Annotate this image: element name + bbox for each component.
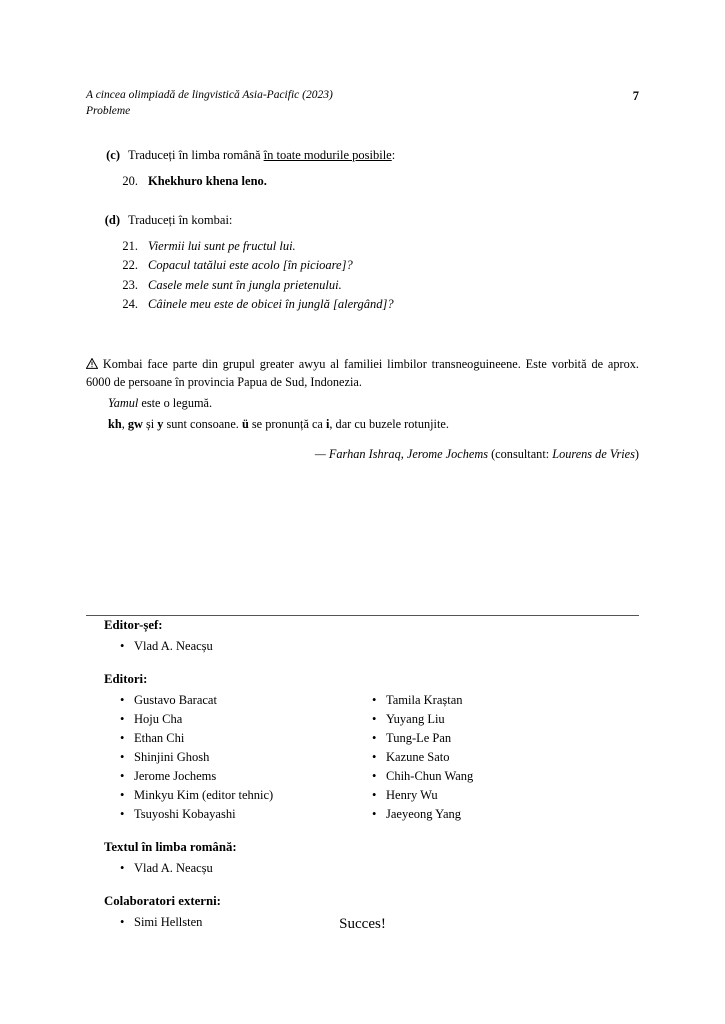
page-header (86, 88, 639, 120)
note-letter-gw: gw (127, 416, 143, 431)
header-title (86, 88, 333, 120)
credits-external-collaborators-heading: Colaboratori externi: (104, 894, 221, 908)
section-d-label: (d) (104, 213, 120, 228)
credits-block (104, 618, 639, 932)
section-c-prompt-underlined: în toate modurile posibile (263, 147, 392, 162)
list-item: • Hoju Cha (104, 710, 356, 729)
section-d-items (86, 237, 639, 315)
item-text: Viermii lui sunt pe fructul lui. (148, 239, 296, 254)
section-d (86, 213, 639, 315)
list-item: • Kazune Sato (356, 748, 608, 767)
list-item: • Vlad A. Neacșu (104, 859, 639, 878)
credits-editor-in-chief-list (104, 637, 639, 656)
section-c-items (86, 172, 639, 191)
list-item: • Vlad A. Neacșu (104, 637, 639, 656)
section-d-prompt-text: Traduceți în kombai: (128, 213, 233, 228)
credits-editor-in-chief-heading: Editor-șef: (104, 618, 163, 632)
item-text: Casele mele sunt în jungla prietenului. (148, 277, 342, 292)
attribution-close: ) (634, 447, 639, 462)
section-d-prompt (86, 213, 639, 228)
note-line-yamul (108, 394, 639, 413)
section-divider (86, 615, 639, 616)
list-item: • Chih-Chun Wang (356, 767, 608, 786)
list-item: • Tung-Le Pan (356, 729, 608, 748)
list-item: • Gustavo Baracat (104, 691, 356, 710)
note-sep-2: și (142, 416, 158, 431)
section-c-prompt (86, 148, 639, 163)
list-item: • Simi Hellsten (104, 913, 639, 932)
list-item: • Shinjini Ghosh (104, 748, 356, 767)
header-title-line1: A cincea olimpiadă de lingvistică Asia-Pacific (2023) (86, 89, 333, 101)
item-number: 24. (122, 297, 138, 312)
note-letter-i: i (325, 416, 330, 431)
note-end: , dar cu buzele rotunjite. (329, 416, 449, 431)
note-paragraph-text: Kombai face parte din grupul greater awyu al familiei limbilor transneoguineene. Este vorbită de aprox. 6000 de persoane în provincia Papua de Sud, Indonezia. (86, 356, 639, 390)
section-c-label: (c) (106, 147, 120, 162)
credits-editors-list-right (356, 691, 608, 824)
list-item (86, 276, 639, 295)
attribution-authors: Farhan Ishraq, Jerome Jochems (328, 447, 489, 462)
list-item: • Yuyang Liu (356, 710, 608, 729)
section-c-prompt-after: : (391, 147, 396, 162)
note-letter-kh: kh (108, 416, 122, 431)
list-item: • Tsuyoshi Kobayashi (104, 805, 356, 824)
credits-editors-heading: Editori: (104, 672, 148, 686)
list-item: • Tamila Kraștan (356, 691, 608, 710)
note-mid-2: se pronunță ca (248, 416, 326, 431)
credits-editors-column-right (356, 691, 608, 824)
list-item: • Minkyu Kim (editor tehnic) (104, 786, 356, 805)
note-line-yamul-rest: este o legumă. (138, 395, 213, 410)
list-item: • Jaeyeong Yang (356, 805, 608, 824)
credits-romanian-text-list (104, 859, 639, 878)
note-sep-1: , (121, 416, 128, 431)
list-item (86, 237, 639, 256)
credits-editor-in-chief (104, 618, 639, 656)
section-c-prompt-text (128, 148, 639, 163)
item-text: Copacul tatălui este acolo [în picioare]? (148, 258, 353, 273)
warning-triangle-icon (86, 358, 98, 369)
list-item (86, 172, 639, 191)
credits-romanian-text-heading: Textul în limba română: (104, 840, 237, 854)
credits-editors-columns (104, 691, 639, 824)
header-title-line2: Probleme (86, 104, 131, 117)
item-number: 22. (122, 258, 138, 273)
credits-editors (104, 672, 639, 824)
note-paragraph (86, 355, 639, 392)
list-item: • Jerome Jochems (104, 767, 356, 786)
attribution (86, 445, 639, 464)
item-text: Câinele meu este de obicei în junglă [alergând]? (148, 297, 394, 312)
item-number: 21. (122, 239, 138, 254)
note-mid-1: sunt consoane. (163, 416, 242, 431)
note-line-phonetics (108, 415, 639, 434)
item-number: 20. (122, 173, 138, 188)
note-letter-u: ü (241, 416, 249, 431)
list-item: • Ethan Chi (104, 729, 356, 748)
item-number: 23. (122, 277, 138, 292)
list-item (86, 256, 639, 275)
page-content (86, 88, 639, 464)
attribution-consultant-label: (consultant: (488, 447, 553, 462)
page-number: 7 (632, 89, 639, 103)
list-item: • Henry Wu (356, 786, 608, 805)
note-letter-y: y (157, 416, 164, 431)
footer-succes: Succes! (339, 916, 386, 932)
credits-romanian-text (104, 840, 639, 878)
attribution-dash: — (314, 447, 329, 462)
credits-editors-list-left (104, 691, 356, 824)
list-item (86, 295, 639, 314)
note-term-yamul: Yamul (108, 395, 139, 410)
note-block (86, 355, 639, 464)
section-c (86, 148, 639, 191)
credits-editors-column-left (104, 691, 356, 824)
attribution-consultant: Lourens de Vries (552, 447, 635, 462)
item-text: Khekhuro khena leno. (148, 173, 267, 188)
section-c-prompt-before: Traduceți în limba română (128, 147, 264, 162)
